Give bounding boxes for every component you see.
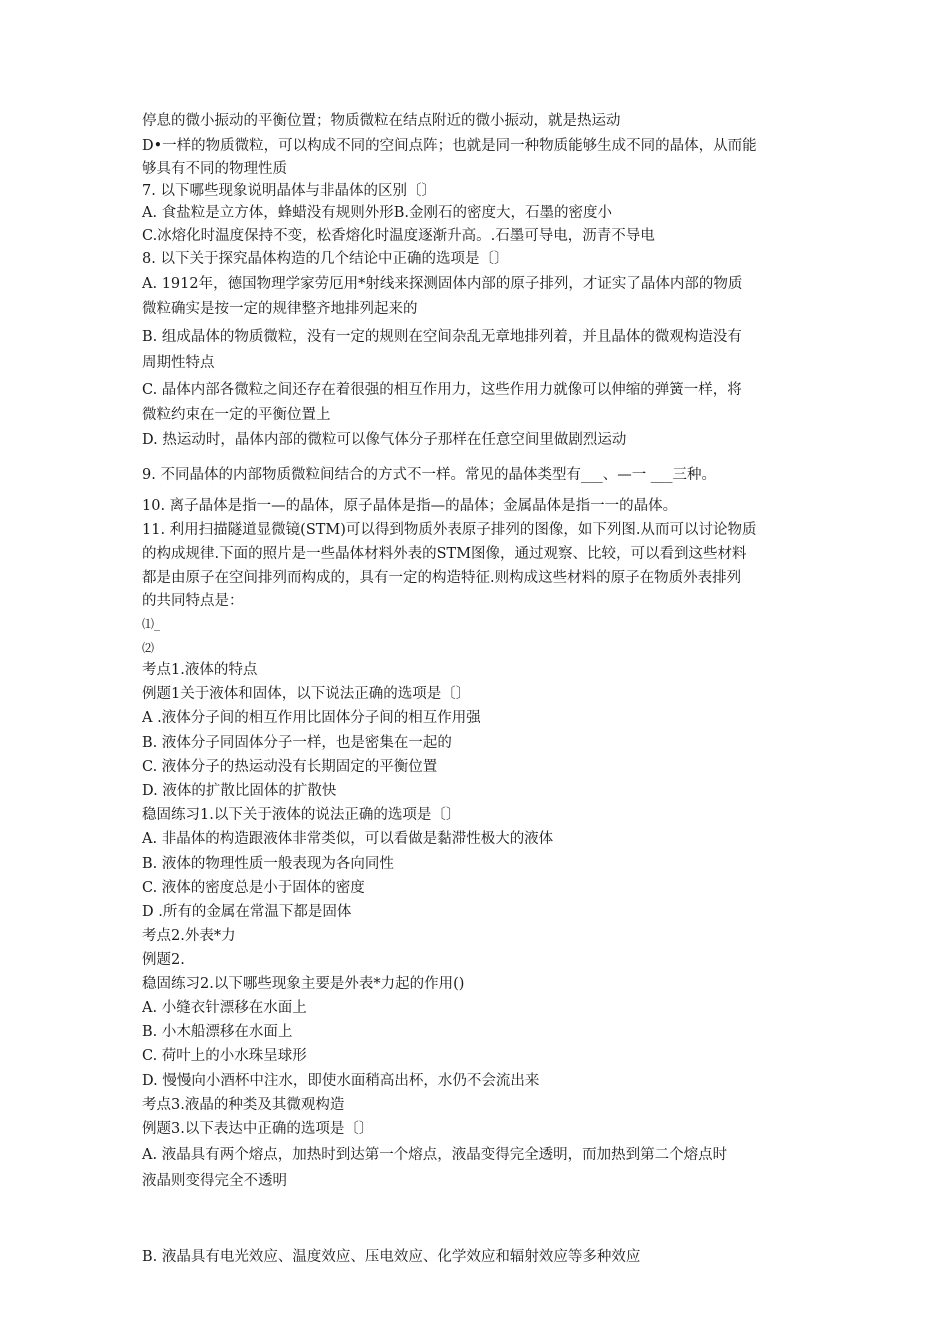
blank-2: ⑵ xyxy=(142,641,155,655)
option-line: B. 液晶具有电光效应、温度效应、压电效应、化学效应和辐射效应等多种效应 xyxy=(142,1249,641,1265)
practice-title: 稳固练习2.以下哪些现象主要是外表*力起的作用() xyxy=(142,976,465,992)
option-line: D .所有的金属在常温下都是固体 xyxy=(142,904,352,920)
option-line: D. 慢慢向小酒杯中注水，即使水面稍高出杯，水仍不会流出来 xyxy=(142,1073,540,1089)
text-line: 微粒确实是按一定的规律整齐地排列起来的 xyxy=(142,301,418,317)
option-line: B. 液体的物理性质一般表现为各向同性 xyxy=(142,856,394,872)
example-title: 例题3.以下表达中正确的选项是〔〕 xyxy=(142,1121,374,1137)
text-line: D•一样的物质微粒，可以构成不同的空间点阵；也就是同一种物质能够生成不同的晶体，从而能 xyxy=(142,138,757,154)
question-7: 7. 以下哪些现象说明晶体与非晶体的区别〔〕 xyxy=(142,183,436,199)
question-8: 8. 以下关于探究晶体构造的几个结论中正确的选项是〔〕 xyxy=(142,251,509,267)
option-line: A. 非晶体的构造跟液体非常类似，可以看做是黏滞性极大的液体 xyxy=(142,831,554,847)
section-heading: 考点2.外表*力 xyxy=(142,928,236,944)
option-line: C. 荷叶上的小水珠呈球形 xyxy=(142,1048,307,1064)
option-line: A. 小缝衣针漂移在水面上 xyxy=(142,1000,307,1016)
option-line: C. 液体分子的热运动没有长期固定的平衡位置 xyxy=(142,759,438,775)
option-line: D. 热运动时，晶体内部的微粒可以像气体分子那样在任意空间里做剧烈运动 xyxy=(142,432,627,448)
blank-1: ⑴_ xyxy=(142,617,161,631)
option-line: B. 液体分子同固体分子一样，也是密集在一起的 xyxy=(142,735,452,751)
question-11: 11. 利用扫描隧道显微镜(STM)可以得到物质外表原子排列的图像，如下列图.从而可以讨论物质 xyxy=(142,522,757,538)
example-title: 例题2. xyxy=(142,952,185,968)
text-line: 够具有不同的物理性质 xyxy=(142,161,287,177)
text-line: 的共同特点是： xyxy=(142,593,244,609)
option-line: B. 组成晶体的物质微粒，没有一定的规则在空间杂乱无章地排列着，并且晶体的微观构造没有 xyxy=(142,329,742,345)
option-line: A. 液晶具有两个熔点，加热时到达第一个熔点，液晶变得完全透明，而加热到第二个熔点时 xyxy=(142,1147,728,1163)
option-line: A. 1912年，德国物理学家劳厄用*射线来探测固体内部的原子排列，才证实了晶体内部的物质 xyxy=(142,276,743,292)
option-line: B. 小木船漂移在水面上 xyxy=(142,1024,293,1040)
option-line: C.冰熔化时温度保持不变，松香熔化时温度逐渐升高。.石墨可导电，沥青不导电 xyxy=(142,228,655,244)
practice-title: 稳固练习1.以下关于液体的说法正确的选项是〔〕 xyxy=(142,807,461,823)
text-line: 都是由原子在空间排列而构成的，具有一定的构造特征.则构成这些材料的原子在物质外表排列 xyxy=(142,570,742,586)
section-heading: 考点1.液体的特点 xyxy=(142,662,258,678)
question-9: 9. 不同晶体的内部物质微粒间结合的方式不一样。常见的晶体类型有___、—一 ___三种。 xyxy=(142,467,717,483)
text-line: 液晶则变得完全不透明 xyxy=(142,1173,287,1189)
text-line: 的构成规律.下面的照片是一些晶体材料外表的STM图像，通过观察、比较，可以看到这些材料 xyxy=(142,546,747,562)
option-line: C. 晶体内部各微粒之间还存在着很强的相互作用力，这些作用力就像可以伸缩的弹簧一样，将 xyxy=(142,382,742,398)
option-line: C. 液体的密度总是小于固体的密度 xyxy=(142,880,365,896)
option-line: A .液体分子间的相互作用比固体分子间的相互作用强 xyxy=(142,710,481,726)
text-line: 停息的微小振动的平衡位置；物质微粒在结点附近的微小振动，就是热运动 xyxy=(142,113,621,129)
text-line: 周期性特点 xyxy=(142,355,215,371)
example-title: 例题1关于液体和固体，以下说法正确的选项是〔〕 xyxy=(142,686,471,702)
section-heading: 考点3.液晶的种类及其微观构造 xyxy=(142,1097,345,1113)
question-10: 10. 离子晶体是指一—的晶体，原子晶体是指—的晶体；金属晶体是指一一的晶体。 xyxy=(142,498,678,514)
option-line: D. 液体的扩散比固体的扩散快 xyxy=(142,783,337,799)
option-line: A. 食盐粒是立方体，蜂蜡没有规则外形B.金刚石的密度大，石墨的密度小 xyxy=(142,205,612,221)
text-line: 微粒约束在一定的平衡位置上 xyxy=(142,407,331,423)
